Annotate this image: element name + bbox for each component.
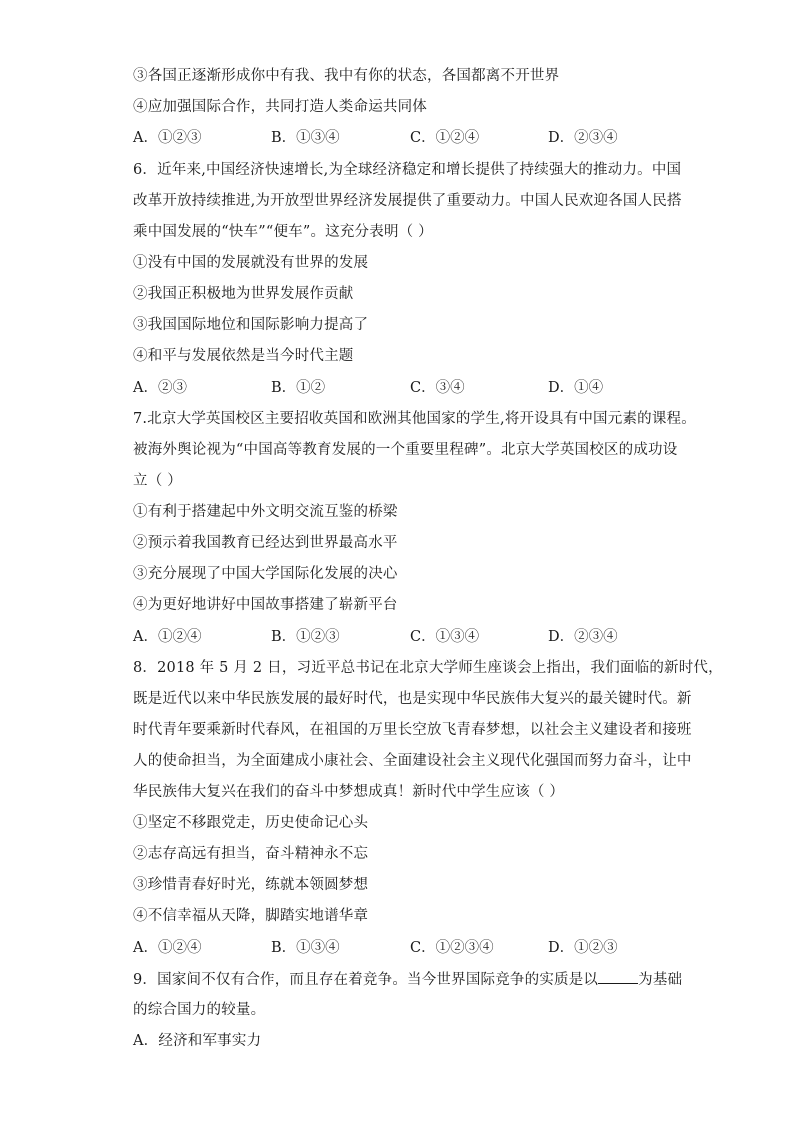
q7-statement-1: ①有利于搭建起中外文明交流互鉴的桥梁 [133, 504, 398, 520]
q6-statement-4: ④和平与发展依然是当今时代主题 [133, 348, 354, 364]
q8-stem-line-3: 时代青年要乘新时代春风，在祖国的万里长空放飞青春梦想，以社会主义建设者和接班 [133, 722, 692, 738]
q6-stem-line-3: 乘中国发展的“快车”“便车”。这充分表明（ ） [133, 224, 433, 240]
q6-statement-1: ①没有中国的发展就没有世界的发展 [133, 255, 369, 271]
q6-stem-line-1: 6．近年来,中国经济快速增长,为全球经济稳定和增长提供了持续强大的推动力。中国 [133, 162, 682, 178]
q5-option-d: D．②③④ [548, 130, 618, 146]
q7-statement-2: ②预示着我国教育已经达到世界最高水平 [133, 535, 398, 551]
q9-stem-text-before-blank: 9．国家间不仅有合作，而且存在着竞争。当今世界国际竞争的实质是以 [133, 972, 599, 988]
q6-option-a: A．②③ [133, 380, 187, 396]
q8-stem-line-2: 既是近代以来中华民族发展的最好时代，也是实现中华民族伟大复兴的最关键时代。新 [133, 691, 692, 707]
q6-option-d: D．①④ [548, 380, 604, 396]
q8-option-d: D．①②③ [548, 940, 618, 956]
q5-option-a: A．①②③ [133, 130, 202, 146]
q8-option-a: A．①②④ [133, 940, 202, 956]
q8-option-b: B．①③④ [271, 940, 340, 956]
q8-option-c: C．①②③④ [410, 940, 494, 956]
q5-option-c: C．①②④ [410, 130, 480, 146]
q5-statement-3: ③各国正逐渐形成你中有我、我中有你的状态，各国都离不开世界 [133, 68, 560, 84]
q7-option-a: A．①②④ [133, 629, 202, 645]
q6-option-b: B．①② [271, 380, 326, 396]
q7-stem-line-2: 被海外舆论视为“中国高等教育发展的一个重要里程碑”。北京大学英国校区的成功设 [133, 442, 678, 458]
q7-option-d: D．②③④ [548, 629, 618, 645]
q7-option-c: C．①③④ [410, 629, 480, 645]
q6-statement-2: ②我国正积极地为世界发展作贡献 [133, 286, 354, 302]
q5-statement-4: ④应加强国际合作，共同打造人类命运共同体 [133, 99, 427, 115]
q8-statement-1: ①坚定不移跟党走，历史使命记心头 [133, 815, 369, 831]
q6-option-c: C．③④ [410, 380, 465, 396]
q9-stem-line-2: 的综合国力的较量。 [133, 1002, 266, 1018]
q9-stem-text-after-blank: 为基础 [638, 972, 683, 988]
q9-stem-line-1 [133, 969, 682, 990]
q8-stem-line-1: 8．2018 年 5 月 2 日，习近平总书记在北京大学师生座谈会上指出，我们面临的新时代， [133, 660, 723, 676]
q7-statement-4: ④为更好地讲好中国故事搭建了崭新平台 [133, 597, 398, 613]
q8-stem-line-5: 华民族伟大复兴在我们的奋斗中梦想成真！新时代中学生应该（ ） [133, 784, 565, 800]
q6-statement-3: ③我国国际地位和国际影响力提高了 [133, 317, 369, 333]
q8-statement-2: ②志存高远有担当，奋斗精神永不忘 [133, 846, 369, 862]
q5-option-b: B．①③④ [271, 130, 340, 146]
q8-stem-line-4: 人的使命担当，为全面建成小康社会、全面建设社会主义现代化强国而努力奋斗，让中 [133, 753, 692, 769]
q8-statement-3: ③珍惜青春好时光，练就本领圆梦想 [133, 877, 369, 893]
q9-answer-blank [598, 969, 638, 984]
q7-statement-3: ③充分展现了中国大学国际化发展的决心 [133, 566, 398, 582]
q7-stem-line-3: 立（ ） [133, 473, 182, 489]
q7-stem-line-1: 7.北京大学英国校区主要招收英国和欧洲其他国家的学生,将开设具有中国元素的课程。 [133, 411, 696, 427]
q6-stem-line-2: 改革开放持续推进,为开放型世界经济发展提供了重要动力。中国人民欢迎各国人民搭 [133, 193, 682, 209]
q7-option-b: B．①②③ [271, 629, 340, 645]
q9-option-a: A．经济和军事实力 [133, 1033, 262, 1049]
q8-statement-4: ④不信幸福从天降，脚踏实地谱华章 [133, 908, 369, 924]
